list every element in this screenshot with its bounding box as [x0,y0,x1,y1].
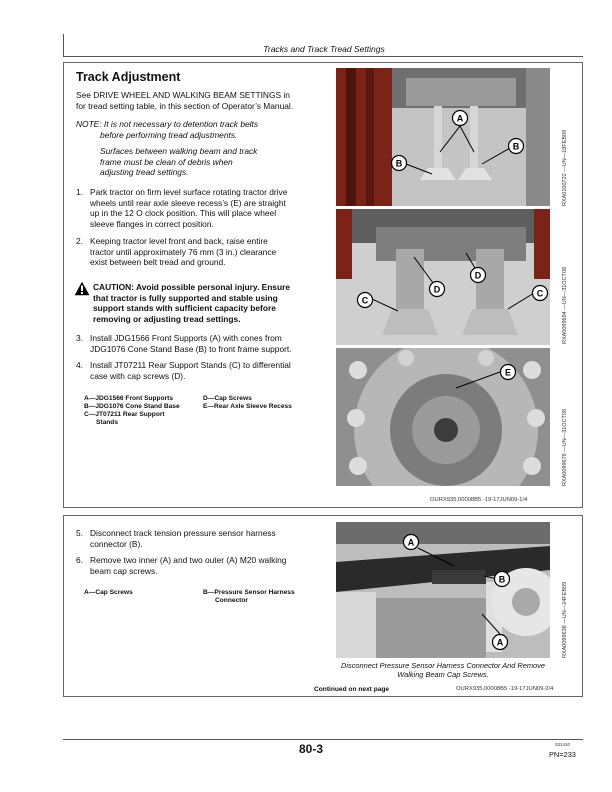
section2-reference: OURX935,00008B5 -19-17JUN09-2/4 [456,686,554,692]
note-surfaces: Surfaces between walking beam and track frame must be clean of debris when adjusting tread settings. [100,146,258,178]
photo1-callouts [336,68,550,206]
callout-b: B [512,141,520,152]
step-1: 1. Park tractor on firm level surface rotating tractor drive wheels until rear axle sleeve recess’s (E) are straight up in the 12 O clock position. This will place wheel sleeve flanges in correct position. [76,187,288,229]
intro-paragraph: See DRIVE WHEEL AND WALKING BEAM SETTINGS in for tread setting table, in this section of Operator’s Manual. [76,90,294,111]
callout-b: B [498,574,506,585]
callout-c: C [536,288,544,299]
step-6: 6. Remove two inner (A) and two outer (A) M20 walking beam cap screws. [76,555,287,576]
header-underline [63,56,583,57]
photo4-callouts [336,522,550,658]
legend2-left: A—Cap Screws [84,589,133,596]
legend2-right: B—Pressure Sensor Harness Connector [203,589,295,604]
step-3: 3. Install JDG1566 Front Supports (A) with cones from JDG1076 Cone Stand Base (B) to front frame support. [76,333,292,354]
legend-left: A—JDG1566 Front Supports B—JDG1076 Cone Stand Base C—JT07211 Rear Support Stands [84,395,180,426]
continued-label: Continued on next page [314,686,390,693]
legend-right: D—Cap Screws E—Rear Axle Sleeve Recess [203,395,292,410]
page-number: 80-3 [299,742,324,756]
note-detention: NOTE: It is not necessary to detention track belts before performing tread adjustments. [76,119,259,140]
callout-a: A [407,537,415,548]
photo4-caption: Disconnect Pressure Sensor Harness Connector And Remove Walking Beam Cap Screws. [341,661,545,679]
footer-pn: PN=233 [549,750,576,759]
step-2: 2. Keeping tractor level front and back, raise entire tractor until approximately 76 mm (3 in.) clearance exist between belt tread and ground. [76,236,277,268]
callout-b: B [395,158,403,169]
warning-triangle-icon [74,281,90,296]
footer-rule [63,739,583,740]
step-5: 5. Disconnect track tension pressure sensor harness connector (B). [76,528,276,549]
photo4-id: RXA0099638 —UN—24FEB09 [562,581,568,658]
callout-d: D [433,284,441,295]
section1-reference: OURX935,00008B5 -19-17JUN09-1/4 [430,497,528,503]
page-header-title: Tracks and Track Tread Settings [263,44,385,54]
photo1-id: RXA0100722 —UN—19FEB09 [562,129,568,206]
step-4: 4. Install JT07211 Rear Support Stands (C) to differential case with cap screws (D). [76,360,291,381]
callout-d: D [474,270,482,281]
callout-c: C [361,295,369,306]
callout-e: E [504,367,512,378]
footer-code: 031410 [555,742,571,747]
photo3-id: RXA0099679 —UN—31OCT08 [562,408,568,486]
photo3-callouts [336,348,550,486]
callout-a: A [456,113,464,124]
callout-a: A [496,637,504,648]
photo2-callouts [336,209,550,345]
section-heading: Track Adjustment [76,70,181,84]
caution-text: CAUTION: Avoid possible personal injury. Ensure that tractor is fully supported and stable using support stands with sufficient capacity before removing or adjusting tread settings. [93,282,290,324]
photo2-id: RXA0099694 —UN—31OCT08 [562,266,568,344]
